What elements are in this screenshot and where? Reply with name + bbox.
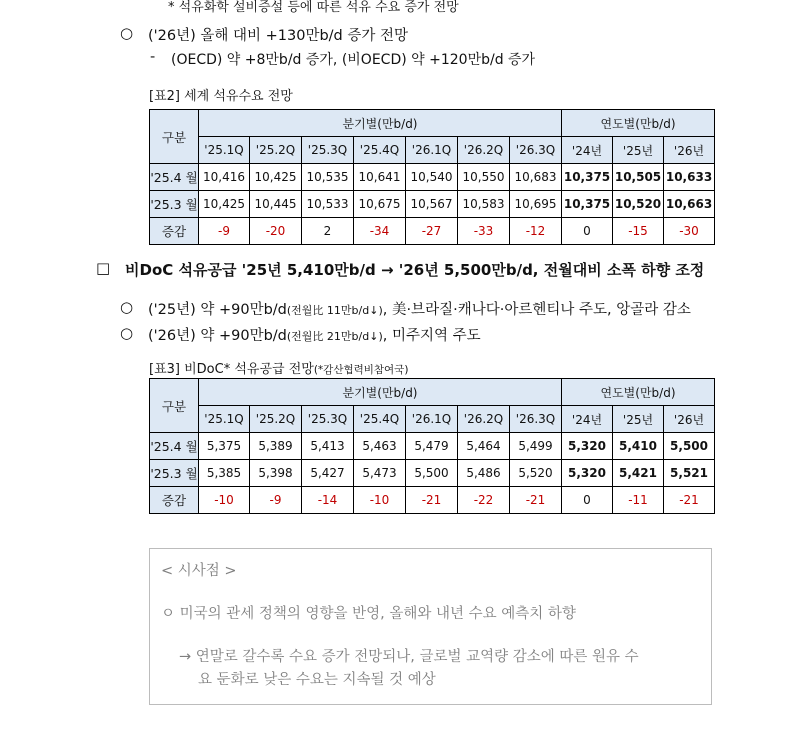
table3-title-note: (*감산협력비참여국) xyxy=(313,364,409,376)
bullet-small-note: (전월比 21만b/d↓) xyxy=(286,330,383,343)
outlook-26-subtext: (OECD) 약 +8만b/d 증가, (비OECD) 약 +120만b/d 증가 xyxy=(171,52,536,68)
table-cell: 10,675 xyxy=(354,191,406,218)
table-cell: 5,521 xyxy=(664,460,715,487)
diff-cell: 0 xyxy=(562,218,613,245)
diff-cell: 2 xyxy=(302,218,354,245)
bullet-main-text: ('25년) 약 +90만b/d xyxy=(148,302,287,318)
table2-corner: 구분 xyxy=(150,110,199,164)
table-cell: 5,479 xyxy=(406,433,458,460)
table-cell: 5,421 xyxy=(613,460,664,487)
table-cell: 5,499 xyxy=(510,433,562,460)
table3-quarterly-header: 분기별(만b/d) xyxy=(199,379,562,406)
table-cell: 5,385 xyxy=(199,460,250,487)
table-cell: 5,389 xyxy=(250,433,302,460)
nondoc-bullet-25 xyxy=(148,298,691,319)
diff-cell: -10 xyxy=(354,487,406,514)
row-label: '25.3 월 xyxy=(150,191,199,218)
row-label: '25.4 월 xyxy=(150,164,199,191)
table-cell: 10,540 xyxy=(406,164,458,191)
row-label: 증감 xyxy=(150,218,199,245)
table-cell: 5,320 xyxy=(562,433,613,460)
diff-cell: -15 xyxy=(613,218,664,245)
year-header: '26년 xyxy=(664,137,715,164)
diff-cell: -33 xyxy=(458,218,510,245)
table-row xyxy=(150,164,715,191)
table-cell: 10,375 xyxy=(562,164,613,191)
table-cell: 10,416 xyxy=(199,164,250,191)
bullet-rest-text: , 美·브라질·캐나다·아르헨티나 주도, 앙골라 감소 xyxy=(382,302,691,318)
table-row xyxy=(150,191,715,218)
world-oil-demand-table xyxy=(149,109,715,245)
top-note: * 석유화학 설비증설 등에 따른 석유 수요 증가 전망 xyxy=(168,0,459,15)
table-cell: 5,520 xyxy=(510,460,562,487)
quarter-header: '26.2Q xyxy=(458,406,510,433)
bullet-main-text: ('26년) 약 +90만b/d xyxy=(148,328,287,344)
diff-cell: -12 xyxy=(510,218,562,245)
quarter-header: '26.2Q xyxy=(458,137,510,164)
diff-cell: -21 xyxy=(510,487,562,514)
quarter-header: '25.3Q xyxy=(302,137,354,164)
table3-yearly-header: 연도별(만b/d) xyxy=(562,379,715,406)
implications-point: ㅇ 미국의 관세 정책의 영향을 반영, 올해와 내년 수요 예측치 하향 xyxy=(161,606,576,622)
table-cell: 10,425 xyxy=(199,191,250,218)
year-header: '25년 xyxy=(613,406,664,433)
quarter-header: '26.3Q xyxy=(510,137,562,164)
table-row-diff xyxy=(150,218,715,245)
diff-cell: -14 xyxy=(302,487,354,514)
section-heading: 비DoC 석유공급 '25년 5,410만b/d → '26년 5,500만b/d, 전월대비 소폭 하향 조정 xyxy=(125,261,705,279)
diff-cell: -10 xyxy=(199,487,250,514)
table-cell: 10,567 xyxy=(406,191,458,218)
quarter-header: '25.3Q xyxy=(302,406,354,433)
table-row-diff xyxy=(150,487,715,514)
table-cell: 10,505 xyxy=(613,164,664,191)
table-row xyxy=(150,433,715,460)
table-cell: 10,695 xyxy=(510,191,562,218)
table-cell: 5,473 xyxy=(354,460,406,487)
nondoc-oil-supply-table xyxy=(149,378,715,514)
outlook-26-text: ('26년) 올해 대비 +130만b/d 증가 전망 xyxy=(148,28,408,44)
table-cell: 10,375 xyxy=(562,191,613,218)
table-cell: 10,520 xyxy=(613,191,664,218)
diff-cell: -27 xyxy=(406,218,458,245)
diff-cell: -21 xyxy=(664,487,715,514)
bullet-circle: ○ xyxy=(120,324,134,342)
table3-corner: 구분 xyxy=(150,379,199,433)
diff-cell: 0 xyxy=(562,487,613,514)
diff-cell: -22 xyxy=(458,487,510,514)
table-cell: 10,583 xyxy=(458,191,510,218)
table-cell: 5,375 xyxy=(199,433,250,460)
table-cell: 5,413 xyxy=(302,433,354,460)
quarter-header: '26.3Q xyxy=(510,406,562,433)
quarter-header: '25.2Q xyxy=(250,137,302,164)
diff-cell: -34 xyxy=(354,218,406,245)
diff-cell: -30 xyxy=(664,218,715,245)
quarter-header: '25.2Q xyxy=(250,406,302,433)
table-cell: 10,641 xyxy=(354,164,406,191)
bullet-circle: ○ xyxy=(120,24,134,42)
implications-arrow-line2: 요 둔화로 낮은 수요는 지속될 것 예상 xyxy=(198,672,436,688)
bullet-circle: ○ xyxy=(120,298,134,316)
table-cell: 10,425 xyxy=(250,164,302,191)
table-cell: 5,398 xyxy=(250,460,302,487)
square-bullet-icon: □ xyxy=(96,259,111,277)
table-cell: 5,463 xyxy=(354,433,406,460)
table-cell: 5,500 xyxy=(664,433,715,460)
table-cell: 5,320 xyxy=(562,460,613,487)
year-header: '26년 xyxy=(664,406,715,433)
diff-cell: -11 xyxy=(613,487,664,514)
quarter-header: '26.1Q xyxy=(406,137,458,164)
diff-cell: -21 xyxy=(406,487,458,514)
row-label: '25.3 월 xyxy=(150,460,199,487)
bullet-small-note: (전월比 11만b/d↓) xyxy=(286,304,383,317)
table-cell: 10,663 xyxy=(664,191,715,218)
implications-box xyxy=(149,548,712,705)
sub-dash: - xyxy=(150,49,156,65)
table-cell: 5,486 xyxy=(458,460,510,487)
table-cell: 10,550 xyxy=(458,164,510,191)
table3-title-text: [표3] 비DoC* 석유공급 전망 xyxy=(149,362,314,377)
table2-yearly-header: 연도별(만b/d) xyxy=(562,110,715,137)
diff-cell: -9 xyxy=(199,218,250,245)
table-cell: 5,427 xyxy=(302,460,354,487)
nondoc-bullet-26 xyxy=(148,324,481,345)
year-header: '24년 xyxy=(562,137,613,164)
quarter-header: '25.1Q xyxy=(199,137,250,164)
quarter-header: '25.4Q xyxy=(354,137,406,164)
row-label: '25.4 월 xyxy=(150,433,199,460)
table-cell: 10,533 xyxy=(302,191,354,218)
year-header: '25년 xyxy=(613,137,664,164)
table-cell: 5,464 xyxy=(458,433,510,460)
table-cell: 10,535 xyxy=(302,164,354,191)
table-cell: 10,683 xyxy=(510,164,562,191)
bullet-rest-text: , 미주지역 주도 xyxy=(382,328,481,344)
table3-title xyxy=(149,358,408,377)
quarter-header: '25.1Q xyxy=(199,406,250,433)
table-cell: 10,445 xyxy=(250,191,302,218)
table-cell: 5,500 xyxy=(406,460,458,487)
quarter-header: '26.1Q xyxy=(406,406,458,433)
implications-arrow-line1: → 연말로 갈수록 수요 증가 전망되나, 글로벌 교역량 감소에 따른 원유 수 xyxy=(179,649,639,665)
table-cell: 10,633 xyxy=(664,164,715,191)
year-header: '24년 xyxy=(562,406,613,433)
diff-cell: -20 xyxy=(250,218,302,245)
table2-quarterly-header: 분기별(만b/d) xyxy=(199,110,562,137)
implications-title: < 시사점 > xyxy=(161,563,237,579)
table-row xyxy=(150,460,715,487)
quarter-header: '25.4Q xyxy=(354,406,406,433)
diff-cell: -9 xyxy=(250,487,302,514)
table2-title: [표2] 세계 석유수요 전망 xyxy=(149,89,293,104)
row-label: 증감 xyxy=(150,487,199,514)
table-cell: 5,410 xyxy=(613,433,664,460)
